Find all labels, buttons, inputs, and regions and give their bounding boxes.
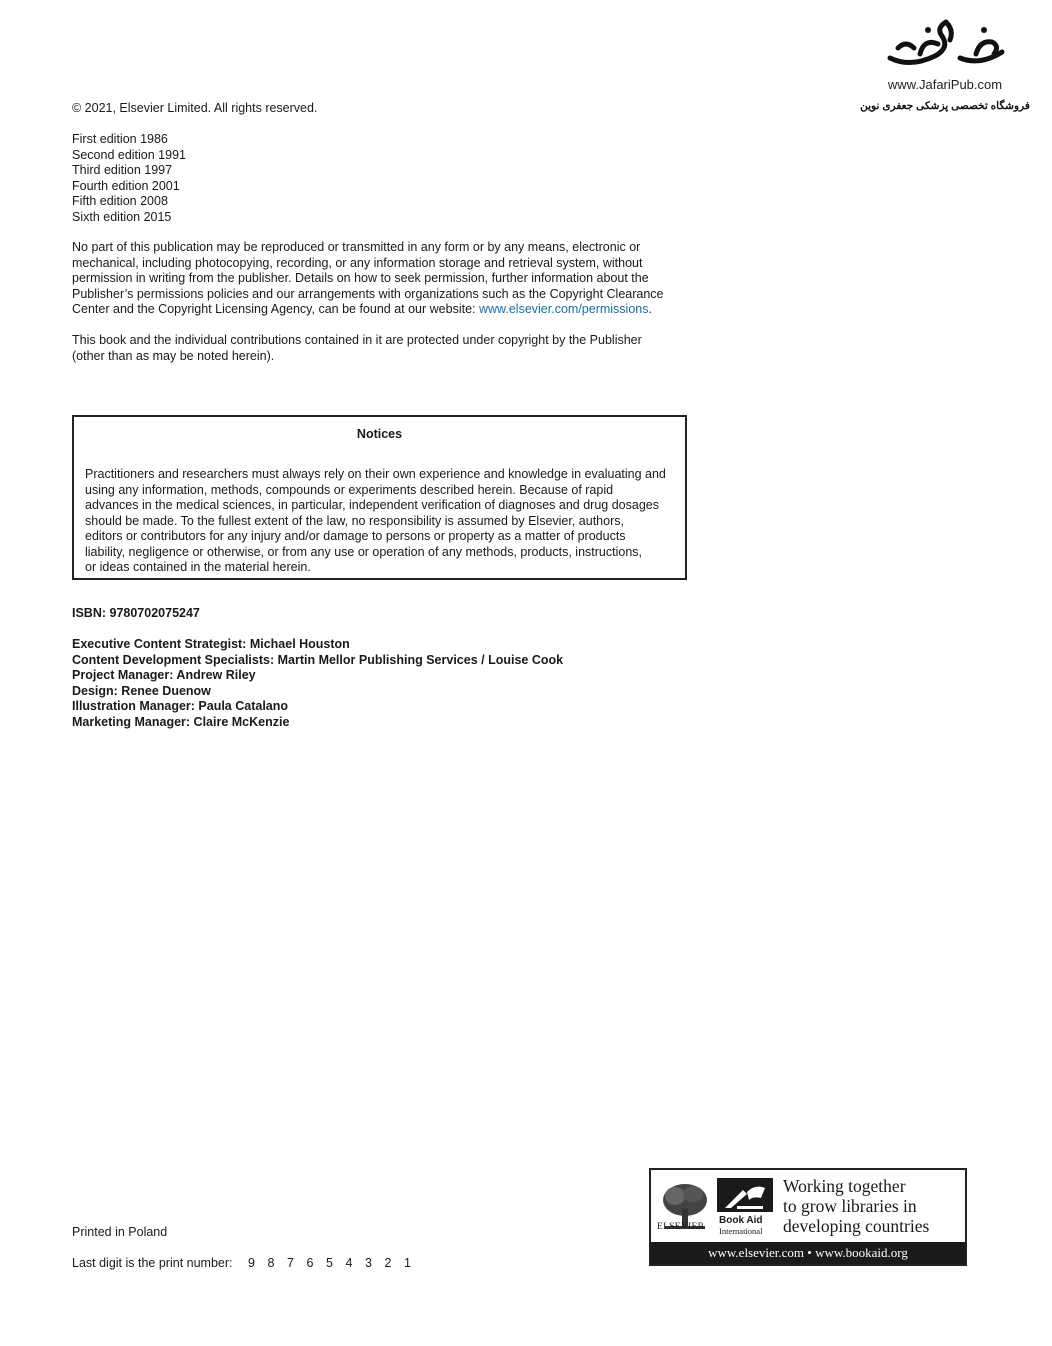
printed-in: Printed in Poland [72, 1225, 168, 1239]
edition-line: Fifth edition 2008 [72, 194, 168, 208]
bookaid-hands-icon [717, 1178, 773, 1218]
protection-paragraph [72, 333, 642, 364]
print-digit: 6 [306, 1256, 314, 1270]
print-digit: 4 [345, 1256, 353, 1270]
permissions-line: mechanical, including photocopying, recording, or any information storage and retrieval system, without [72, 255, 643, 270]
credit-line: Content Development Specialists: Martin Mellor Publishing Services / Louise Cook [72, 652, 564, 667]
print-number-label: Last digit is the print number: [72, 1256, 233, 1270]
credit-line: Design: Renee Duenow [72, 683, 211, 698]
notices-line: or ideas contained in the material herein. [85, 560, 311, 574]
print-digits [248, 1256, 424, 1270]
print-digit: 1 [403, 1256, 411, 1270]
print-digit: 2 [384, 1256, 392, 1270]
permissions-paragraph [72, 240, 664, 318]
credits-list [72, 637, 563, 730]
credit-line: Marketing Manager: Claire McKenzie [72, 714, 290, 729]
notices-box [72, 415, 687, 580]
credit-line: Project Manager: Andrew Riley [72, 668, 256, 682]
permissions-line-last [72, 302, 664, 318]
slogan-line: developing countries [783, 1216, 930, 1236]
notices-line: Practitioners and researchers must always rely on their own experience and knowledge in evaluating and [85, 467, 666, 481]
notices-line: editors or contributors for any injury and/or damage to persons or property as a matter of products [85, 529, 626, 543]
bookaid-subtitle: International [719, 1226, 763, 1236]
protection-line: (other than as may be noted herein). [72, 348, 275, 363]
bookaid-wordmark: Book Aid [719, 1215, 763, 1226]
edition-line: Sixth edition 2015 [72, 209, 172, 224]
slogan-line: to grow libraries in [783, 1196, 917, 1216]
permissions-link[interactable]: www.elsevier.com/permissions [478, 302, 649, 316]
jafaripub-calligraphy-icon [880, 18, 1010, 70]
notices-line: advances in the medical sciences, in particular, independent verification of diagnoses and drug dosages [85, 498, 659, 512]
logo-tagline: فروشگاه تخصصی پزشکی جعفری نوین [860, 100, 1030, 112]
notices-line: using any information, methods, compounds or experiments described herein. Because of rapid [85, 482, 614, 497]
permissions-line: No part of this publication may be reproduced or transmitted in any form or by any means, electronic or [72, 240, 641, 254]
edition-line: Second edition 1991 [72, 147, 186, 162]
logo-site: www.JafariPub.com [887, 77, 1003, 92]
jafaripub-logo [860, 18, 1030, 118]
edition-line: First edition 1986 [72, 132, 168, 146]
isbn: ISBN: 9780702075247 [72, 606, 200, 620]
notices-title: Notices [356, 427, 403, 441]
print-number-row [72, 1256, 423, 1272]
edition-line: Fourth edition 2001 [72, 178, 180, 193]
bookaid-badge [649, 1168, 967, 1266]
print-digit: 5 [325, 1256, 333, 1270]
edition-line: Third edition 1997 [72, 163, 173, 177]
slogan-line: Working together [783, 1176, 906, 1196]
permissions-prefix: Center and the Copyright Licensing Agency, can be found at our website: [72, 302, 479, 316]
print-digit: 8 [267, 1256, 275, 1270]
editions-list [72, 132, 186, 225]
elsevier-wordmark: ELSEVIER [657, 1222, 705, 1232]
notices-line: liability, negligence or otherwise, or from any use or operation of any methods, products, instructions, [85, 544, 642, 559]
permissions-line: Publisher’s permissions policies and our arrangements with organizations such as the Copyright Clearance [72, 286, 664, 301]
notices-line: should be made. To the fullest extent of the law, no responsibility is assumed by Elsevier, authors, [85, 513, 624, 528]
protection-line: This book and the individual contributions contained in it are protected under copyright by the Publisher [72, 333, 642, 347]
print-digit: 3 [364, 1256, 372, 1270]
badge-footer-urls: www.elsevier.com • www.bookaid.org [651, 1242, 965, 1264]
credit-line: Executive Content Strategist: Michael Houston [72, 637, 350, 651]
permissions-line: permission in writing from the publisher. Details on how to seek permission, further information about the [72, 271, 649, 285]
badge-slogan [783, 1176, 929, 1236]
notices-body [85, 467, 677, 576]
copyright-line: © 2021, Elsevier Limited. All rights reserved. [72, 101, 318, 115]
permissions-suffix: . [648, 302, 652, 316]
print-digit: 7 [286, 1256, 294, 1270]
print-digit: 9 [247, 1256, 255, 1270]
credit-line: Illustration Manager: Paula Catalano [72, 699, 289, 713]
